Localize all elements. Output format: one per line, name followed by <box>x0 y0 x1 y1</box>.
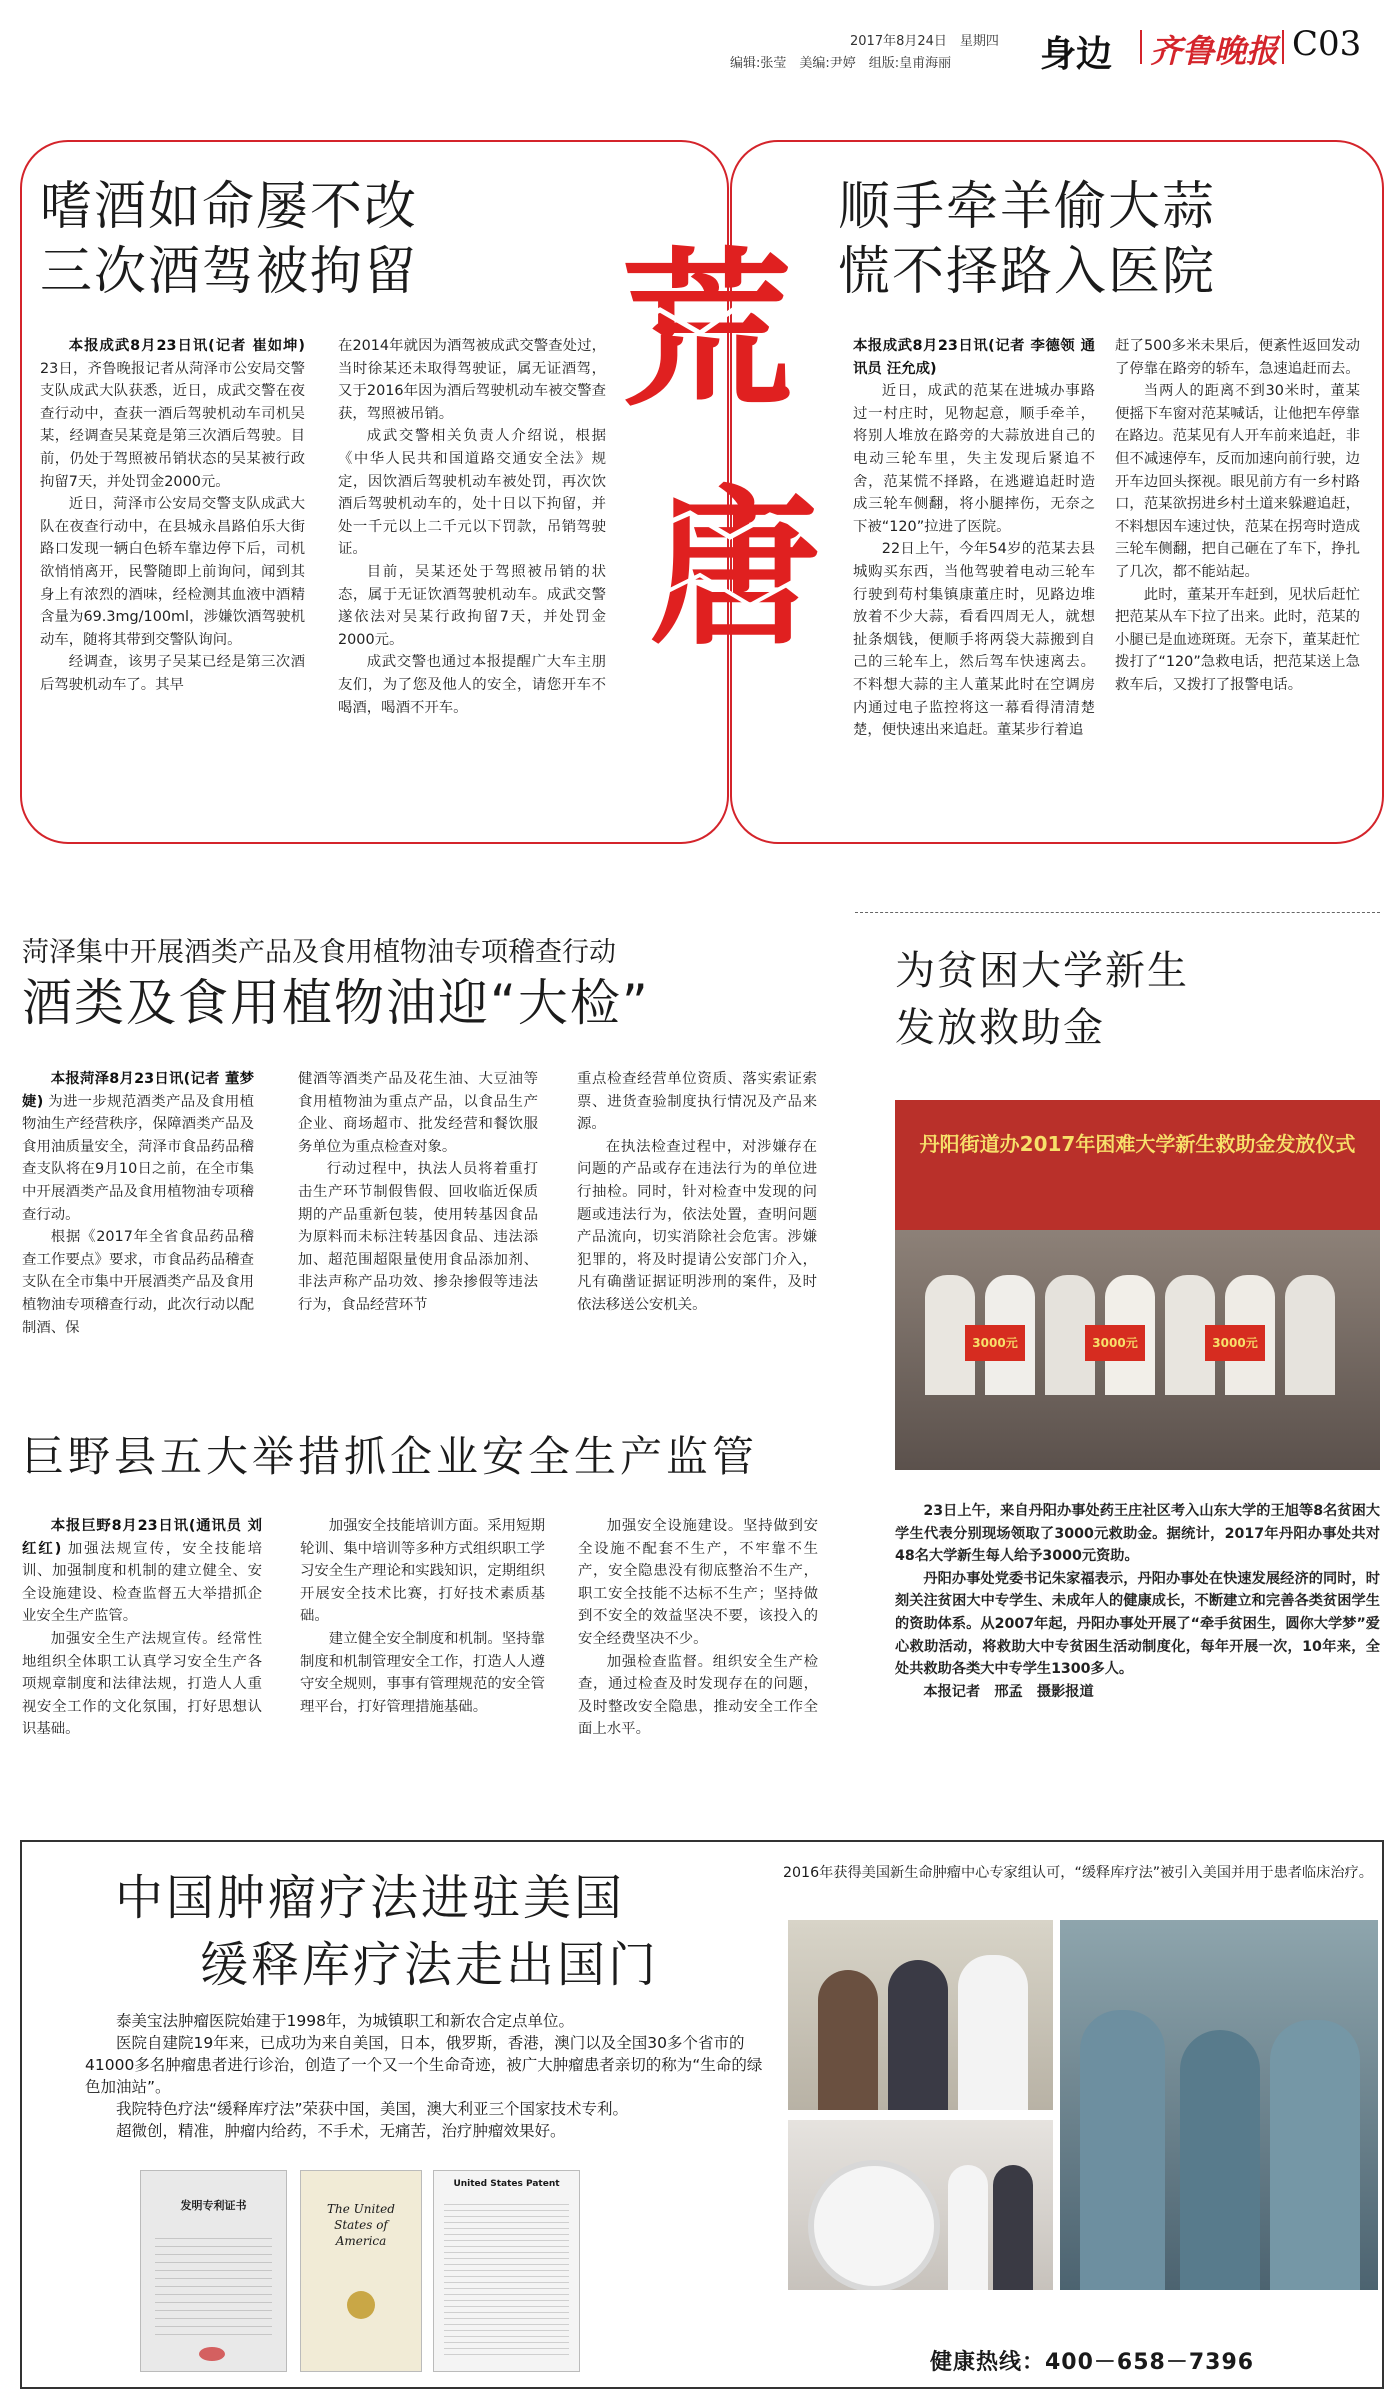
section-title: 身边 <box>1040 34 1113 75</box>
cert-seal-icon <box>347 2291 375 2319</box>
drunk-story-headline-2: 三次酒驾被拘留 <box>40 242 419 302</box>
cert-title: 发明专利证书 <box>180 2199 247 2212</box>
food-story-para: 根据《2017年全省食品药品稽查工作要点》要求，市食品药品稽查支队在全市集中开展酒类产品及食用植物油专项稽查行动，此次行动以配制酒、保 <box>22 1229 254 1336</box>
drunk-story-para: 成武交警也通过本报提醒广大车主朋友们，为了您及他人的安全，请您开车不喝酒，喝酒不开车。 <box>338 654 606 716</box>
aid-cheque-board: 3000元 <box>1205 1325 1265 1361</box>
aid-story-para: 23日上午，来自丹阳办事处药王庄社区考入山东大学的王旭等8名贫困大学生代表分别现场领取了3000元救助金。据统计，2017年丹阳办事处共对48名大学新生每人给予3000元资助。 <box>895 1503 1380 1565</box>
garlic-story-para: 22日上午，今年54岁的范某去县城购买东西，当他驾驶着电动三轮车行驶到苟村集镇康董庄时，见路边堆放着不少大蒜，看看四周无人，就想扯条烟钱，便顺手将两袋大蒜搬到自己的三轮车上，然后驾车快速离去。不料想大蒜的主人董某此时在空调房内通过电子监控将这一幕看得清清楚楚，便快速出来追赶。董某步行着追 <box>853 541 1095 739</box>
aid-story-headline-1: 为贫困大学新生 <box>895 948 1189 994</box>
food-story-headline: 酒类及食用植物油迎“大检” <box>22 974 650 1032</box>
drunk-story-para: 成武交警相关负责人介绍说，根据《中华人民共和国道路交通安全法》规定，因饮酒后驾驶机动车被处罚，再次饮酒后驾驶机动车的，处十日以下拘留，并处一千元以上二千元以下罚款，吊销驾驶证。 <box>338 428 606 558</box>
garlic-story-column-1 <box>853 335 1095 742</box>
safety-story-column-3 <box>578 1515 818 1741</box>
food-story-byline: 本报菏泽8月23日讯(记者 董梦婕) <box>22 1071 254 1110</box>
cert-title: The United States of America <box>327 2202 395 2248</box>
safety-story-column-2 <box>300 1515 545 1718</box>
cert-seal-icon <box>199 2347 225 2361</box>
aid-story-body <box>895 1500 1380 1703</box>
drunk-story-para: 目前，吴某还处于驾照被吊销的状态，属于无证饮酒驾驶机动车。成武交警遂依法对吴某行政拘留7天，并处罚金2000元。 <box>338 563 606 648</box>
ad-photo-doctors-group <box>788 1920 1053 2110</box>
header-divider <box>1140 30 1142 64</box>
crack-lines-decoration <box>600 215 840 705</box>
banner-char-huang: 荒 <box>621 233 792 431</box>
garlic-story-byline: 本报成武8月23日讯(记者 李德领 通讯员 汪允成) <box>853 338 1095 377</box>
banner-char-tang: 唐 <box>649 471 820 669</box>
drunk-story-byline: 本报成武8月23日讯(记者 崔如坤) <box>68 338 305 354</box>
ad-para: 医院自建院19年来，已成功为来自美国，日本，俄罗斯，香港，澳门以及全国30多个省市的41000多名肿瘤患者进行诊治，创造了一个又一个生命奇迹，被广大肿瘤患者亲切的称为“生命的绿色加油站”。 <box>85 2034 763 2096</box>
page-number: C03 <box>1292 24 1362 64</box>
garlic-story-para: 赶了500多米未果后，便紊性返回发动了停靠在路旁的轿车，急速追赶而去。 <box>1115 338 1360 377</box>
paper-logo: 齐鲁晚报 <box>1150 32 1279 70</box>
aid-cheque-board: 3000元 <box>1085 1325 1145 1361</box>
safety-story-column-1 <box>22 1515 262 1741</box>
drunk-story-para: 经调查，该男子吴某已经是第三次酒后驾驶机动车了。其早 <box>40 654 305 693</box>
ad-photo-surgery <box>1060 1920 1378 2290</box>
garlic-story-headline-2: 慌不择路入医院 <box>838 242 1217 302</box>
food-story-para: 健酒等酒类产品及花生油、大豆油等食用植物油为重点产品，以食品生产企业、商场超市、批发经营和餐饮服务单位为重点检查对象。 <box>298 1071 538 1155</box>
issue-date: 2017年8月24日 星期四 <box>850 34 999 49</box>
patent-certificate-us <box>300 2170 422 2372</box>
section-rule <box>855 912 1380 913</box>
drunk-story-column-1 <box>40 335 305 697</box>
drunk-story-headline-1: 嗜酒如命屡不改 <box>40 177 419 237</box>
food-story-para: 重点检查经营单位资质、落实索证索票、进货查验制度执行情况及产品来源。 <box>577 1071 817 1133</box>
drunk-story-column-2 <box>338 335 606 719</box>
food-story-para: 为进一步规范酒类产品及食用植物油生产经营秩序，保障酒类产品及食用油质量安全，菏泽市食品药品稽查支队将在9月10日之前，在全市集中开展酒类产品及食用植物油专项稽查行动。 <box>22 1093 254 1223</box>
ad-body <box>85 2010 775 2142</box>
drunk-story-para: 23日，齐鲁晚报记者从菏泽市公安局交警支队成武大队获悉，近日，成武交警在夜查行动中，查获一酒后驾驶机动车司机吴某，经调查吴某竟是第三次酒后驾驶。目前，仍处于驾照被吊销状态的吴某被行政拘留7天，并处罚金2000元。 <box>40 360 305 490</box>
safety-story-para: 加强安全技能培训方面。采用短期轮训、集中培训等多种方式组织职工学习安全生产理论和实践知识，定期组织开展安全技术比赛，打好技术素质基础。 <box>300 1518 545 1625</box>
safety-story-para: 建立健全安全制度和机制。坚持靠制度和机制管理安全工作，打造人人遵守安全规则，事事有管理规范的安全管理平台，打好管理措施基础。 <box>300 1630 545 1715</box>
ad-photo-ct-scanner <box>788 2120 1053 2290</box>
food-story-kicker: 菏泽集中开展酒类产品及食用植物油专项稽查行动 <box>22 937 616 968</box>
drunk-story-para: 在2014年就因为酒驾被成武交警查处过，当时徐某还未取得驾驶证，属无证酒驾，又于2016年因为酒后驾驶机动车被交警查获，驾照被吊销。 <box>338 338 606 422</box>
ad-hotline: 健康热线：400－658－7396 <box>930 2350 1255 2375</box>
safety-story-para: 加强法规宣传，安全技能培训、加强制度和机制的建立健全、安全设施建设、检查监督五大举措抓企业安全生产监管。 <box>22 1540 262 1625</box>
cert-text-lines <box>155 2231 272 2341</box>
garlic-story-headline-1: 顺手牵羊偷大蒜 <box>838 177 1217 237</box>
safety-story-headline: 巨野县五大举措抓企业安全生产监管 <box>22 1432 759 1481</box>
garlic-story-para: 此时，董某开车赶到，见状后赶忙把范某从车下拉了出来。此时，范某的小腿已是血迹斑斑。无奈下，董某赶忙拨打了“120”急救电话，把范某送上急救车后，又拨打了报警电话。 <box>1115 586 1360 693</box>
ad-headline-2: 缓释库疗法走出国门 <box>200 1937 660 1993</box>
ad-para: 超微创，精准，肿瘤内给药，不手术，无痛苦，治疗肿瘤效果好。 <box>116 2122 566 2140</box>
food-story-column-2 <box>298 1068 538 1317</box>
aid-story-headline-2: 发放救助金 <box>895 1005 1105 1051</box>
garlic-story-para: 近日，成武的范某在进城办事路过一村庄时，见物起意，顺手牵羊，将别人堆放在路旁的大蒜放进自己的电动三轮车里，失主发现后紧追不舍，范某慌不择路，在逃避追赶时造成三轮车侧翻，将小腿摔伤，无奈之下被“120”拉进了医院。 <box>853 383 1095 535</box>
ad-photo-caption: 2016年获得美国新生命肿瘤中心专家组认可，“缓释库疗法”被引入美国并用于患者临床治疗。 <box>783 1865 1373 1881</box>
safety-story-byline: 本报巨野8月23日讯(通讯员 刘红红) <box>22 1518 262 1557</box>
aid-story-para: 丹阳办事处党委书记朱家福表示，丹阳办事处在快速发展经济的同时，时刻关注贫困大中专学生、未成年人的健康成长，不断建立和完善各类贫困学生的资助体系。从2007年起，丹阳办事处开展了“牵手贫困生，圆你大学梦”爱心救助活动，将救助大中专贫困生活动制度化，每年开展一次，10年来，全处共救助各类大中专学生1300多人。 <box>895 1570 1380 1678</box>
editor-credits: 编辑:张莹 美编:尹婷 组版:皇甫海丽 <box>730 56 952 71</box>
ad-headline-1: 中国肿瘤疗法进驻美国 <box>115 1870 626 1926</box>
ad-para: 泰美宝法肿瘤医院始建于1998年，为城镇职工和新农合定点单位。 <box>116 2012 574 2030</box>
ad-para: 我院特色疗法“缓释库疗法”荣获中国，美国，澳大利亚三个国家技术专利。 <box>116 2100 629 2118</box>
safety-story-para: 加强安全设施建设。坚持做到安全设施不配套不生产，不牢靠不生产，安全隐患没有彻底整治不生产，职工安全技能不达标不生产；坚持做到不安全的效益坚决不要，该投入的安全经费坚决不少。 <box>578 1518 818 1647</box>
aid-cheque-board: 3000元 <box>965 1325 1025 1361</box>
drunk-story-para: 近日，菏泽市公安局交警支队成武大队在夜查行动中，在县城永昌路伯乐大街路口发现一辆白色轿车靠边停下后，司机欲悄悄离开，民警随即上前询问，闻到其身上有浓烈的酒味，经检测其血液中酒精含量为69.3mg/100ml，涉嫌饮酒驾驶机动车，随将其带到交警队询问。 <box>40 496 305 648</box>
cert-text-lines <box>444 2199 569 2359</box>
safety-story-para: 加强安全生产法规宣传。经常性地组织全体职工认真学习安全生产各项规章制度和法律法规，打造人人重视安全工作的文化氛围，打好思想认识基础。 <box>22 1630 262 1738</box>
patent-document <box>433 2170 580 2372</box>
garlic-story-column-2 <box>1115 335 1360 697</box>
ceremony-banner-text: 丹阳街道办2017年困难大学新生救助金发放仪式 <box>919 1132 1356 1156</box>
aid-ceremony-photo <box>895 1100 1380 1470</box>
aid-story-credit: 本报记者 邢孟 摄影报道 <box>923 1683 1094 1700</box>
ceremony-backdrop <box>895 1100 1380 1230</box>
patent-certificate-cn <box>140 2170 287 2372</box>
garlic-story-para: 当两人的距离不到30米时，董某便摇下车窗对范某喊话，让他把车停靠在路边。范某见有人开车前来追赶，非但不减速停车，反而加速向前行驶，边开车边回头探视。眼见前方有一乡村路口，范某欲拐进乡村土道来躲避追赶，不料想因车速过快，范某在拐弯时造成三轮车侧翻，把自己砸在了车下，挣扎了几次，都不能站起。 <box>1115 383 1360 580</box>
header-divider <box>1282 30 1284 64</box>
safety-story-para: 加强检查监督。组织安全生产检查，通过检查及时发现存在的问题，及时整改安全隐患，推动安全工作全面上水平。 <box>578 1653 818 1738</box>
food-story-column-3 <box>577 1068 817 1317</box>
food-story-para: 行动过程中，执法人员将着重打击生产环节制假售假、回收临近保质期的产品重新包装，使用转基因食品为原料而未标注转基因食品、违法添加、超范围超限量使用食品添加剂、非法声称产品功效、掺杂掺假等违法行为，食品经营环节 <box>298 1161 538 1313</box>
food-story-column-1 <box>22 1068 254 1339</box>
food-story-para: 在执法检查过程中，对涉嫌存在问题的产品或存在违法行为的单位进行抽检。同时，针对检查中发现的问题或违法行为，依法处置，查明问题产品流向，切实消除社会危害。涉嫌犯罪的，将及时提请公安部门介入，凡有确凿证据证明涉刑的案件，及时依法移送公安机关。 <box>577 1138 817 1313</box>
cert-title: United States Patent <box>453 2179 560 2189</box>
